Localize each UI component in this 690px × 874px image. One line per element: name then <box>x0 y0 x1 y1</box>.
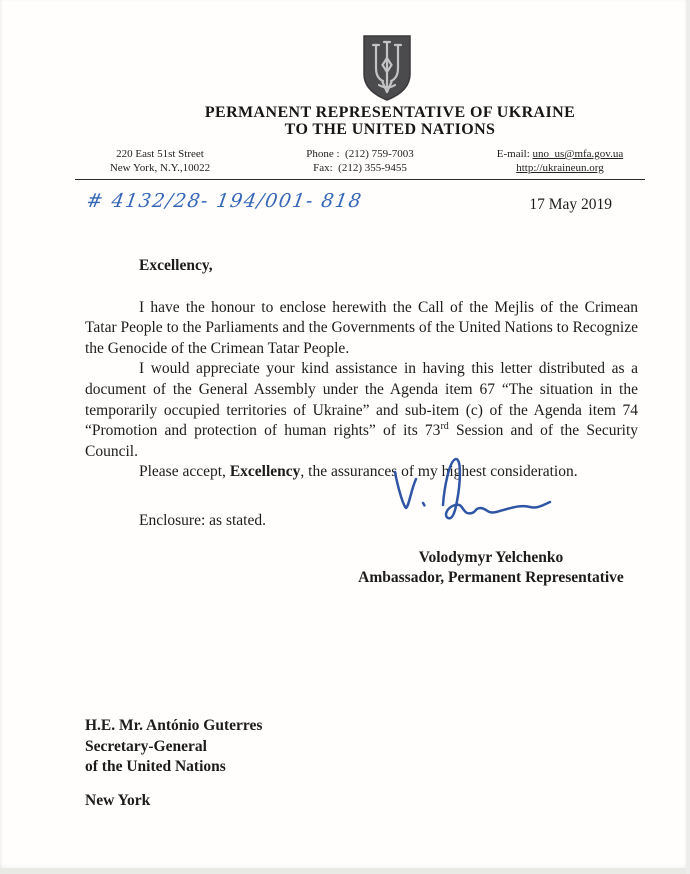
email-label: E-mail: <box>496 148 530 160</box>
address-line1: 220 East 51st Street <box>116 148 204 160</box>
fax-label: Fax: <box>313 162 333 174</box>
ukraine-trident-emblem-icon <box>362 34 412 102</box>
letterhead-address <box>75 147 245 175</box>
recipient-city: New York <box>85 791 151 809</box>
paragraph-2: I would appreciate your kind assistance in having this letter distributed as a document of the General Assembly under the Agenda item 67 “The situation in the temporarily occupied territories of Ukraine” and sub-item (c) of the Agenda item 74 “Promotion and protection of human rights” of its 73rd Session and of the Security Council. <box>85 360 638 460</box>
closing-line: Please accept, Excellency, the assurances of my highest consideration. <box>139 463 578 481</box>
scan-edge-right <box>686 0 690 874</box>
reference-date-row <box>85 190 612 224</box>
letterhead-phone-fax <box>270 147 450 175</box>
recipient-name: H.E. Mr. António Guterres <box>85 717 263 734</box>
handwritten-reference-number: # 4132/28- 194/001- 818 <box>85 190 365 212</box>
recipient-title: Secretary-General <box>85 737 207 755</box>
phone-label: Phone : <box>306 148 340 160</box>
signer-name: Volodymyr Yelchenko <box>418 549 564 566</box>
signature-block <box>330 548 652 588</box>
salutation: Excellency, <box>139 257 213 274</box>
enclosure-line: Enclosure: as stated. <box>139 511 266 529</box>
fax-number: (212) 355-9455 <box>338 162 407 174</box>
signer-title: Ambassador, Permanent Representative <box>358 569 624 586</box>
scan-edge-bottom <box>0 868 690 874</box>
email-address: uno_us@mfa.gov.ua <box>532 148 624 160</box>
closing-excellency-bold: Excellency <box>229 463 301 481</box>
handwritten-signature-icon <box>383 452 561 540</box>
letterhead-title <box>95 104 685 138</box>
letterhead-contact-row <box>75 147 645 180</box>
address-line2: New York, N.Y.,10022 <box>109 162 211 174</box>
website-url: http://ukraineun.org <box>516 162 604 174</box>
phone-number: (212) 759-7003 <box>345 148 414 160</box>
letterhead-title-line1: PERMANENT REPRESENTATIVE OF UKRAINE <box>204 104 576 121</box>
ordinal-superscript: rd <box>440 421 449 432</box>
recipient-organization: of the United Nations <box>85 758 226 775</box>
letter-date: 17 May 2019 <box>529 196 612 213</box>
paragraph-1: I have the honour to enclose herewith the Call of the Mejlis of the Crimean Tatar People to the Parliaments and the Governments of the United Nations to Recognize the Genocide of the Crimean Tatar People. <box>85 298 638 357</box>
letterhead-title-line2: TO THE UNITED NATIONS <box>284 121 496 138</box>
recipient-block <box>85 716 262 811</box>
letterhead-email-web <box>475 147 645 175</box>
